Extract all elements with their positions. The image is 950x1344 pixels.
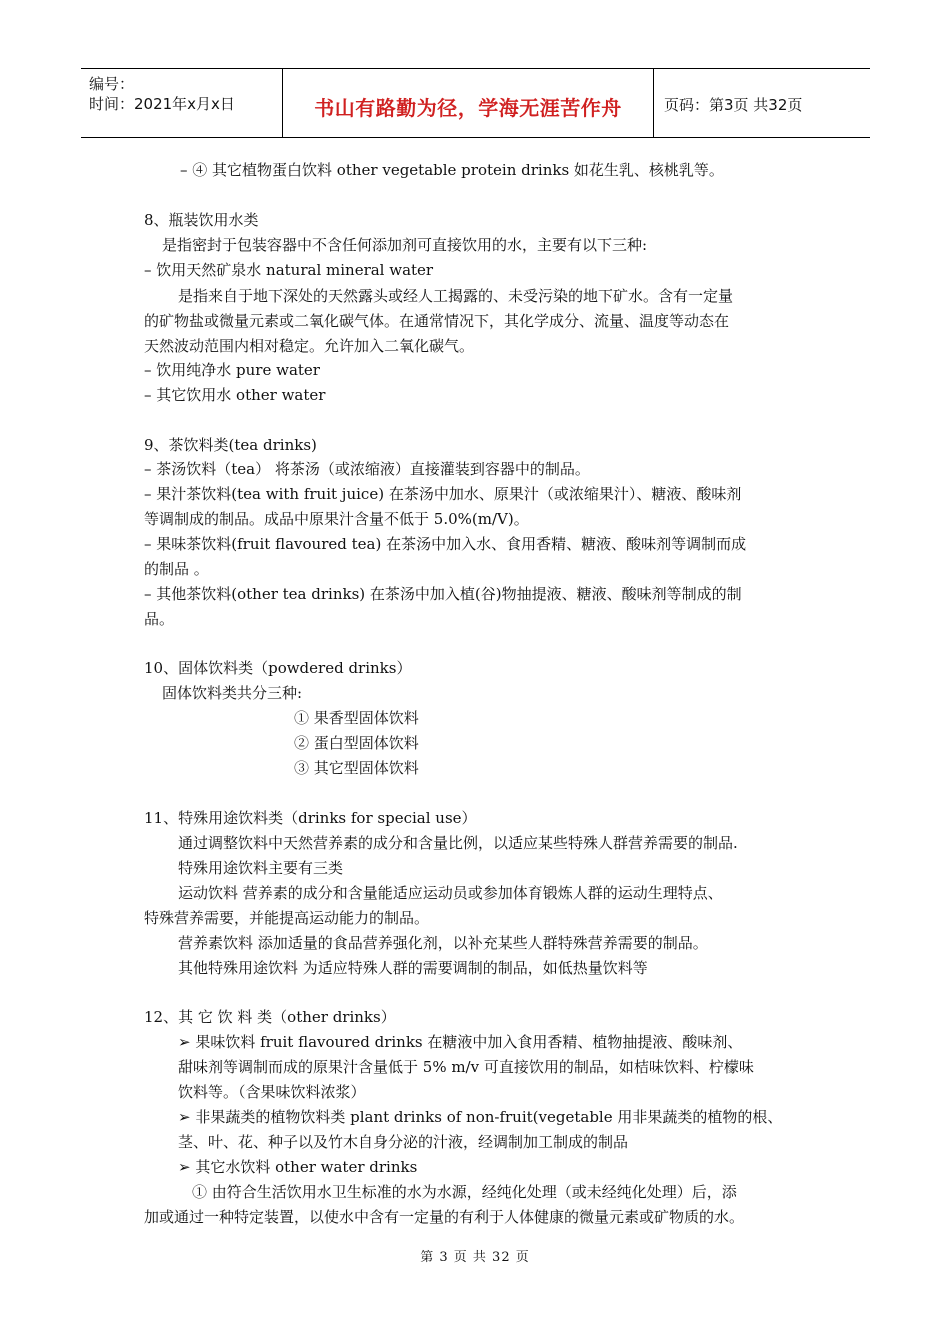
header-motto: 书山有路勤为径，学海无涯苦作舟 [314, 96, 622, 120]
body-line: ① 由符合生活饮用水卫生标准的水为水源，经纯化处理（或未经纯化处理）后，添 [192, 1183, 737, 1201]
body-line: 天然波动范围内相对稳定。允许加入二氧化碳气。 [144, 337, 475, 355]
body-line: 是指密封于包装容器中不含任何添加剂可直接饮用的水，主要有以下三种: [162, 236, 648, 254]
header-page-cell [654, 69, 870, 137]
list-item: – 其它饮用水 other water [144, 386, 326, 404]
page-header [81, 68, 870, 138]
section-heading: 10、固体饮料类（powdered drinks） [144, 659, 412, 677]
list-item: – 茶汤饮料（tea） 将茶汤（或浓缩液）直接灌装到容器中的制品。 [144, 460, 590, 478]
header-page-code: 页码：第3页 共32页 [664, 96, 803, 114]
document-time-label: 时间：2021年x月x日 [89, 95, 235, 113]
section-heading: 11、特殊用途饮料类（drinks for special use） [144, 809, 477, 827]
list-item: ➢ 果味饮料 fruit flavoured drinks 在糖液中加入食用香精、植物抽提液、酸味剂、 [178, 1033, 743, 1051]
section-heading: 12、其 它 饮 料 类（other drinks） [144, 1008, 396, 1026]
body-line: 甜味剂等调制而成的原果汁含量低于 5% m/v 可直接饮用的制品，如桔味饮料、柠檬味 [178, 1058, 754, 1076]
body-line: 等调制成的制品。成品中原果汁含量不低于 5.0%(m/V)。 [144, 510, 529, 528]
body-line: 其他特殊用途饮料 为适应特殊人群的需要调制的制品，如低热量饮料等 [178, 959, 648, 977]
list-item: ② 蛋白型固体饮料 [294, 734, 419, 752]
body-line: 运动饮料 营养素的成分和含量能适应运动员或参加体育锻炼人群的运动生理特点、 [178, 884, 723, 902]
body-line: 加或通过一种特定装置，以使水中含有一定量的有利于人体健康的微量元素或矿物质的水。 [144, 1208, 745, 1226]
body-line: 固体饮料类共分三种: [162, 684, 303, 702]
page-footer: 第 3 页 共 32 页 [420, 1250, 530, 1265]
header-motto-cell [283, 69, 654, 137]
section-heading: 8、瓶装饮用水类 [144, 211, 259, 229]
list-item: – 饮用纯净水 pure water [144, 361, 320, 379]
body-line: 通过调整饮料中天然营养素的成分和含量比例，以适应某些特殊人群营养需要的制品. [178, 834, 738, 852]
body-line: 茎、叶、花、种子以及竹木自身分泌的汁液，经调制加工制成的制品 [178, 1133, 629, 1151]
body-line: – ④ 其它植物蛋白饮料 other vegetable protein drinks 如花生乳、核桃乳等。 [180, 161, 724, 179]
list-item: ➢ 其它水饮料 other water drinks [178, 1158, 418, 1176]
body-line: 品。 [144, 610, 175, 628]
list-item: ③ 其它型固体饮料 [294, 759, 419, 777]
list-item: – 其他茶饮料(other tea drinks) 在茶汤中加入植(谷)物抽提液、糖液、酸味剂等制成的制 [144, 585, 742, 603]
body-line: 饮料等。（含果味饮料浓浆） [178, 1083, 366, 1101]
list-item: – 饮用天然矿泉水 natural mineral water [144, 261, 434, 279]
body-line: 营养素饮料 添加适量的食品营养强化剂，以补充某些人群特殊营养需要的制品。 [178, 934, 708, 952]
body-line: 特殊营养需要，并能提高运动能力的制品。 [144, 909, 430, 927]
section-heading: 9、茶饮料类(tea drinks) [144, 436, 317, 454]
body-line: 的制品 。 [144, 560, 209, 578]
list-item: ➢ 非果蔬类的植物饮料类 plant drinks of non-fruit(vegetable 用非果蔬类的植物的根、 [178, 1108, 783, 1126]
list-item: – 果味茶饮料(fruit flavoured tea) 在茶汤中加入水、食用香精、糖液、酸味剂等调制而成 [144, 535, 747, 553]
body-line: 特殊用途饮料主要有三类 [178, 859, 344, 877]
document-number-label: 编号： [89, 75, 135, 93]
list-item: ① 果香型固体饮料 [294, 709, 419, 727]
list-item: – 果汁茶饮料(tea with fruit juice) 在茶汤中加水、原果汁（或浓缩果汁）、糖液、酸味剂 [144, 485, 742, 503]
body-line: 的矿物盐或微量元素或二氧化碳气体。在通常情况下，其化学成分、流量、温度等动态在 [144, 312, 730, 330]
body-line: 是指来自于地下深处的天然露头或经人工揭露的、未受污染的地下矿水。含有一定量 [178, 287, 734, 305]
header-info-cell [81, 69, 283, 137]
